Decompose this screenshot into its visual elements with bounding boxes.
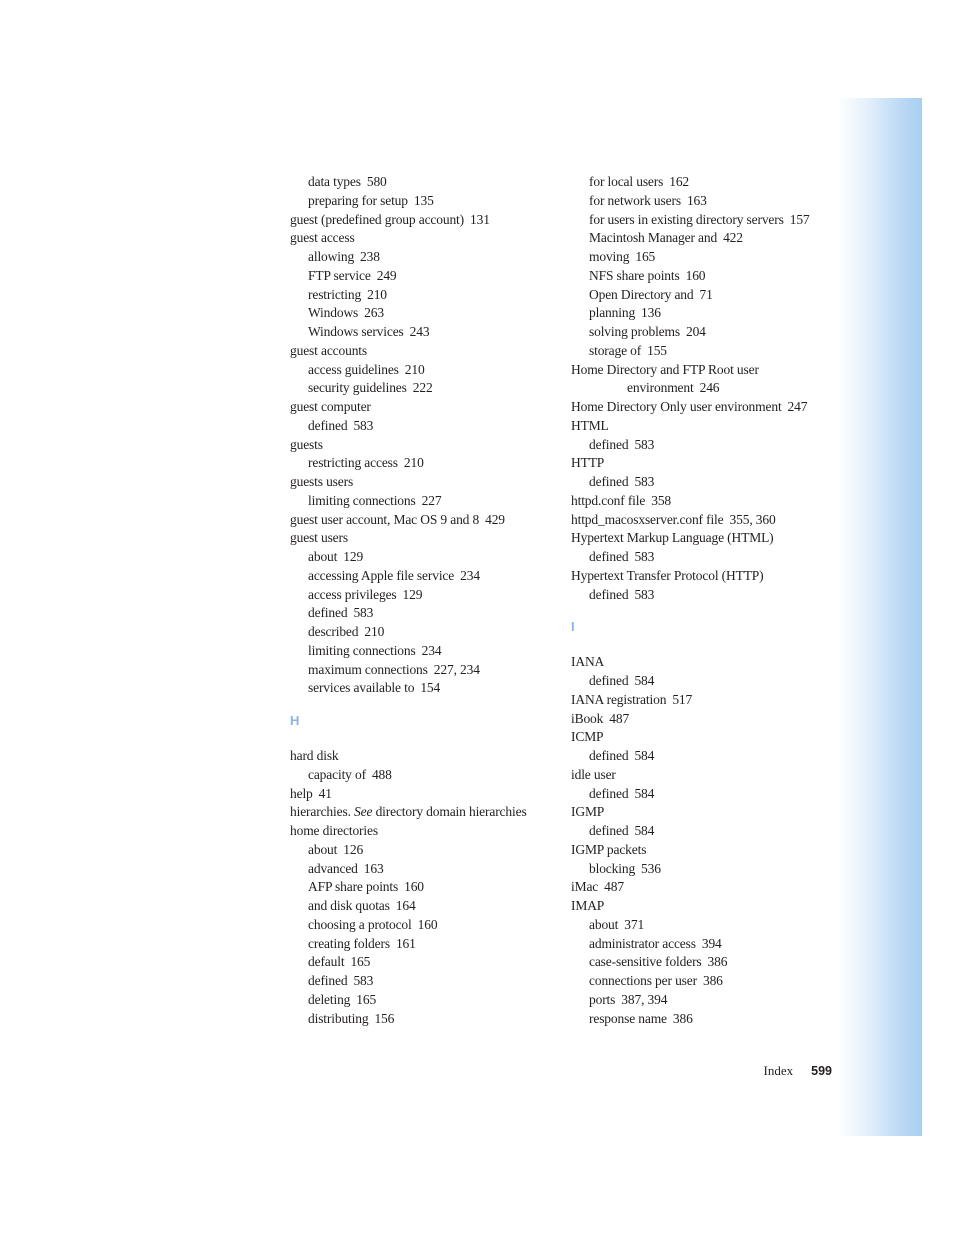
page-ref: 154 xyxy=(420,680,441,696)
index-subentry xyxy=(290,972,550,991)
page-ref: 155 xyxy=(647,342,667,358)
entry-term: limiting connections xyxy=(308,642,416,658)
page-ref: 488 xyxy=(371,766,392,782)
entry-term: ports xyxy=(589,991,616,1007)
page-ref: 583 xyxy=(353,605,374,621)
index-entry xyxy=(571,398,821,417)
index-subentry xyxy=(290,604,550,623)
page-ref: 583 xyxy=(634,474,655,489)
index-entry xyxy=(571,567,821,586)
page-ref: 161 xyxy=(395,935,416,951)
entry-term: choosing a protocol xyxy=(308,916,412,932)
index-subentry xyxy=(290,286,550,305)
page-ref: 71 xyxy=(699,286,713,302)
index-subentry xyxy=(571,248,821,267)
page-ref: 165 xyxy=(350,954,371,970)
entry-term: idle user xyxy=(571,766,616,782)
index-subentry xyxy=(290,878,550,897)
entry-term: capacity of xyxy=(308,766,366,782)
index-entry xyxy=(571,878,821,897)
entry-term: solving problems xyxy=(589,324,680,339)
entry-term: httpd_macosxserver.conf file xyxy=(571,511,724,527)
index-subentry xyxy=(571,173,821,192)
entry-term: defined xyxy=(589,586,629,602)
page-ref: 249 xyxy=(376,267,397,283)
index-subentry xyxy=(571,916,821,935)
index-subentry xyxy=(571,785,821,804)
page-ref: 386 xyxy=(672,1010,693,1026)
entry-term: deleting xyxy=(308,991,351,1007)
page-ref: 156 xyxy=(374,1010,395,1026)
index-subentry xyxy=(571,548,821,567)
index-subentry xyxy=(571,1010,821,1029)
index-entry xyxy=(571,710,821,729)
entry-term: IGMP xyxy=(571,804,605,820)
see-reference: See xyxy=(354,804,373,820)
index-subentry xyxy=(290,953,550,972)
index-entry xyxy=(571,766,821,785)
entry-term: default xyxy=(308,954,345,970)
entry-term: defined xyxy=(589,785,629,801)
section-letter-h: H xyxy=(290,713,300,728)
index-entry xyxy=(571,454,821,473)
index-entry xyxy=(571,529,821,548)
page-ref: 583 xyxy=(634,436,655,452)
entry-term: allowing xyxy=(308,249,355,264)
entry-term: Home Directory Only user environment xyxy=(571,399,782,414)
entry-term: for network users xyxy=(589,192,681,208)
page-ref: 163 xyxy=(686,192,707,208)
index-subentry xyxy=(290,379,550,398)
entry-term: FTP service xyxy=(308,267,371,283)
page-ref: 387, 394 xyxy=(621,991,668,1007)
index-entry xyxy=(290,511,550,530)
entry-term: IGMP packets xyxy=(571,841,647,857)
entry-term: about xyxy=(308,549,338,564)
entry-term: Open Directory and xyxy=(589,286,694,302)
footer-section-label: Index xyxy=(763,1063,794,1078)
entry-term: AFP share points xyxy=(308,879,399,895)
entry-term: maximum connections xyxy=(308,661,428,677)
entry-term: described xyxy=(308,624,359,639)
page-ref: 160 xyxy=(685,267,706,283)
entry-term: about xyxy=(308,841,338,857)
entry-term: security guidelines xyxy=(308,380,407,396)
index-entry xyxy=(571,728,821,747)
entry-term: IMAP xyxy=(571,898,605,913)
index-subentry xyxy=(290,417,550,436)
page-ref: 210 xyxy=(367,286,387,302)
entry-term: IANA registration xyxy=(571,691,667,707)
page-ref: 487 xyxy=(609,710,630,726)
index-entry xyxy=(290,529,550,548)
page-ref: 429 xyxy=(485,511,505,527)
index-subentry xyxy=(571,342,821,361)
page-edge-tab xyxy=(838,98,922,1136)
page-ref: 131 xyxy=(470,211,490,227)
index-subentry xyxy=(290,897,550,916)
entry-term: about xyxy=(589,916,619,932)
entry-term: ICMP xyxy=(571,729,604,745)
index-entry xyxy=(571,361,821,399)
entry-term: storage of xyxy=(589,342,642,358)
entry-term: HTTP xyxy=(571,455,605,471)
entry-term: defined xyxy=(589,549,629,564)
entry-term: restricting access xyxy=(308,455,398,471)
page-ref: 210 xyxy=(403,455,424,471)
index-subentry xyxy=(571,473,821,492)
index-subentry xyxy=(571,304,821,323)
index-entry xyxy=(571,653,821,672)
index-entry xyxy=(571,511,821,530)
page-ref: 164 xyxy=(395,898,416,913)
index-entry xyxy=(571,691,821,710)
page-ref: 355, 360 xyxy=(729,511,776,527)
index-entry xyxy=(571,417,821,436)
entry-term: defined xyxy=(589,673,629,688)
index-entry xyxy=(290,822,550,841)
page-ref: 394 xyxy=(701,935,722,951)
index-subentry xyxy=(290,361,550,380)
page-ref: 227 xyxy=(421,492,442,508)
entry-term: httpd.conf file xyxy=(571,492,646,508)
index-subentry xyxy=(571,323,821,342)
entry-term: Windows services xyxy=(308,324,404,339)
page-ref: 129 xyxy=(343,549,364,564)
index-subentry xyxy=(571,935,821,954)
index-subentry xyxy=(290,567,550,586)
index-subentry xyxy=(571,211,821,230)
entry-term: response name xyxy=(589,1010,667,1026)
page-ref: 227, 234 xyxy=(433,661,480,677)
entry-continuation: environment 246 xyxy=(627,380,720,396)
index-entry xyxy=(290,229,550,248)
page-ref: 247 xyxy=(787,399,808,414)
entry-term: guest (predefined group account) xyxy=(290,211,465,227)
page-footer xyxy=(700,1062,832,1080)
index-entry xyxy=(571,841,821,860)
page-ref: 583 xyxy=(353,417,374,433)
entry-term: administrator access xyxy=(589,935,696,951)
index-subentry xyxy=(571,436,821,455)
entry-term: access privileges xyxy=(308,586,397,602)
entry-term: guests xyxy=(290,436,323,452)
index-subentry xyxy=(290,267,550,286)
page-ref: 210 xyxy=(364,624,385,639)
index-subentry xyxy=(571,953,821,972)
section-letter-i: I xyxy=(571,619,575,635)
index-subentry xyxy=(571,586,821,605)
entry-term: Hypertext Markup Language (HTML) xyxy=(571,530,774,546)
index-subentry xyxy=(290,454,550,473)
entry-term: Windows xyxy=(308,305,359,321)
index-subentry xyxy=(571,267,821,286)
entry-term: restricting xyxy=(308,286,362,302)
page-ref: 160 xyxy=(417,916,438,932)
page-ref: 157 xyxy=(789,211,810,227)
page-ref: 583 xyxy=(634,586,655,602)
index-entry xyxy=(290,785,550,804)
index-subentry xyxy=(290,642,550,661)
index-subentry xyxy=(290,586,550,605)
entry-term: Hypertext Transfer Protocol (HTTP) xyxy=(571,567,764,583)
entry-term: defined xyxy=(589,823,629,838)
page-ref: 584 xyxy=(634,748,655,763)
entry-term: Home Directory and FTP Root user xyxy=(571,361,759,377)
index-subentry xyxy=(571,672,821,691)
page-ref: 162 xyxy=(669,174,690,189)
page-ref: 136 xyxy=(641,305,661,321)
entry-term: defined xyxy=(308,605,348,621)
entry-term: HTML xyxy=(571,417,609,433)
page-ref: 487 xyxy=(604,879,624,895)
index-subentry xyxy=(290,548,550,567)
page-ref: 234 xyxy=(460,567,480,583)
index-subentry xyxy=(290,991,550,1010)
entry-term: hard disk xyxy=(290,748,339,763)
index-entry xyxy=(571,897,821,916)
entry-term: guest user account, Mac OS 9 and 8 xyxy=(290,511,480,527)
entry-term: case-sensitive folders xyxy=(589,954,702,970)
entry-term: iMac xyxy=(571,879,599,895)
entry-term: NFS share points xyxy=(589,267,680,283)
index-entry xyxy=(290,803,550,822)
entry-term: data types xyxy=(308,174,361,189)
page-ref: 126 xyxy=(343,841,364,857)
page-ref: 41 xyxy=(318,785,332,801)
entry-term: for local users xyxy=(589,174,664,189)
page-ref: 243 xyxy=(409,324,430,339)
entry-term: planning xyxy=(589,305,636,321)
entry-term: distributing xyxy=(308,1010,369,1026)
entry-term: guests users xyxy=(290,474,354,489)
page-ref: 371 xyxy=(624,916,645,932)
index-subentry xyxy=(571,822,821,841)
page-ref: 584 xyxy=(634,673,655,688)
page-ref: 358 xyxy=(651,492,672,508)
entry-term: defined xyxy=(308,417,348,433)
page-ref: 246 xyxy=(699,380,720,396)
page-ref: 422 xyxy=(723,230,743,246)
index-subentry xyxy=(571,747,821,766)
index-subentry xyxy=(571,229,821,248)
entry-term: guest computer xyxy=(290,399,371,414)
index-column-left xyxy=(290,173,550,1028)
entry-term: guest users xyxy=(290,530,348,546)
page-ref: 163 xyxy=(363,860,384,876)
index-subentry xyxy=(290,916,550,935)
entry-term: accessing Apple file service xyxy=(308,567,455,583)
page-ref: 536 xyxy=(641,860,661,876)
index-entry xyxy=(290,211,550,230)
page-ref: 386 xyxy=(702,973,723,988)
entry-term: for users in existing directory servers xyxy=(589,211,784,227)
index-subentry xyxy=(571,972,821,991)
entry-term: Macintosh Manager and xyxy=(589,230,718,246)
index-subentry xyxy=(290,935,550,954)
entry-term: hierarchies. xyxy=(290,804,351,820)
entry-term: guest accounts xyxy=(290,342,368,358)
see-target: directory domain hierarchies xyxy=(375,804,527,820)
entry-term: and disk quotas xyxy=(308,898,390,913)
index-column-right xyxy=(571,173,821,1028)
page-ref: 160 xyxy=(404,879,424,895)
page-ref: 584 xyxy=(634,823,655,838)
index-subentry xyxy=(290,661,550,680)
index-entry xyxy=(290,436,550,455)
entry-term: access guidelines xyxy=(308,361,399,377)
index-subentry xyxy=(290,679,550,698)
index-subentry xyxy=(290,1010,550,1029)
page-ref: 165 xyxy=(356,991,377,1007)
index-subentry xyxy=(290,304,550,323)
index-entry xyxy=(571,803,821,822)
index-subentry xyxy=(290,492,550,511)
index-subentry xyxy=(290,248,550,267)
entry-term: blocking xyxy=(589,860,636,876)
page-ref: 222 xyxy=(412,380,433,396)
page-ref: 583 xyxy=(353,973,374,988)
entry-term: help xyxy=(290,785,313,801)
entry-term: advanced xyxy=(308,860,358,876)
index-subentry xyxy=(571,192,821,211)
index-subentry xyxy=(290,173,550,192)
page-ref: 129 xyxy=(402,586,423,602)
entry-term: iBook xyxy=(571,710,604,726)
page-ref: 584 xyxy=(634,785,655,801)
index-entry xyxy=(290,342,550,361)
entry-term: creating folders xyxy=(308,935,390,951)
page-ref: 204 xyxy=(685,324,706,339)
page-ref: 238 xyxy=(360,249,380,264)
entry-term: preparing for setup xyxy=(308,192,408,208)
entry-term: home directories xyxy=(290,823,378,838)
page-ref: 234 xyxy=(421,642,442,658)
page-ref: 165 xyxy=(635,249,656,264)
entry-term: guest access xyxy=(290,230,355,246)
page-ref: 517 xyxy=(672,691,693,707)
entry-term: limiting connections xyxy=(308,492,416,508)
index-subentry xyxy=(290,323,550,342)
entry-term: defined xyxy=(589,474,629,489)
page-ref: 210 xyxy=(404,361,425,377)
entry-term: defined xyxy=(589,748,629,763)
index-subentry xyxy=(571,991,821,1010)
index-subentry xyxy=(290,766,550,785)
index-subentry xyxy=(571,860,821,879)
entry-term: IANA xyxy=(571,654,605,670)
index-subentry xyxy=(290,860,550,879)
index-subentry xyxy=(290,841,550,860)
entry-term: defined xyxy=(589,436,629,452)
index-subentry xyxy=(571,286,821,305)
index-entry xyxy=(290,747,550,766)
page-ref: 583 xyxy=(634,549,655,564)
index-entry xyxy=(290,398,550,417)
page-number: 599 xyxy=(811,1064,832,1078)
entry-term: services available to xyxy=(308,680,415,696)
index-entry xyxy=(290,473,550,492)
page-ref: 386 xyxy=(707,954,728,970)
entry-term: defined xyxy=(308,973,348,988)
entry-term: moving xyxy=(589,249,630,264)
index-subentry xyxy=(290,623,550,642)
entry-term: connections per user xyxy=(589,973,697,988)
page-ref: 263 xyxy=(364,305,384,321)
page-ref: 580 xyxy=(366,174,387,189)
page-ref: 135 xyxy=(413,192,434,208)
index-entry xyxy=(571,492,821,511)
index-subentry xyxy=(290,192,550,211)
